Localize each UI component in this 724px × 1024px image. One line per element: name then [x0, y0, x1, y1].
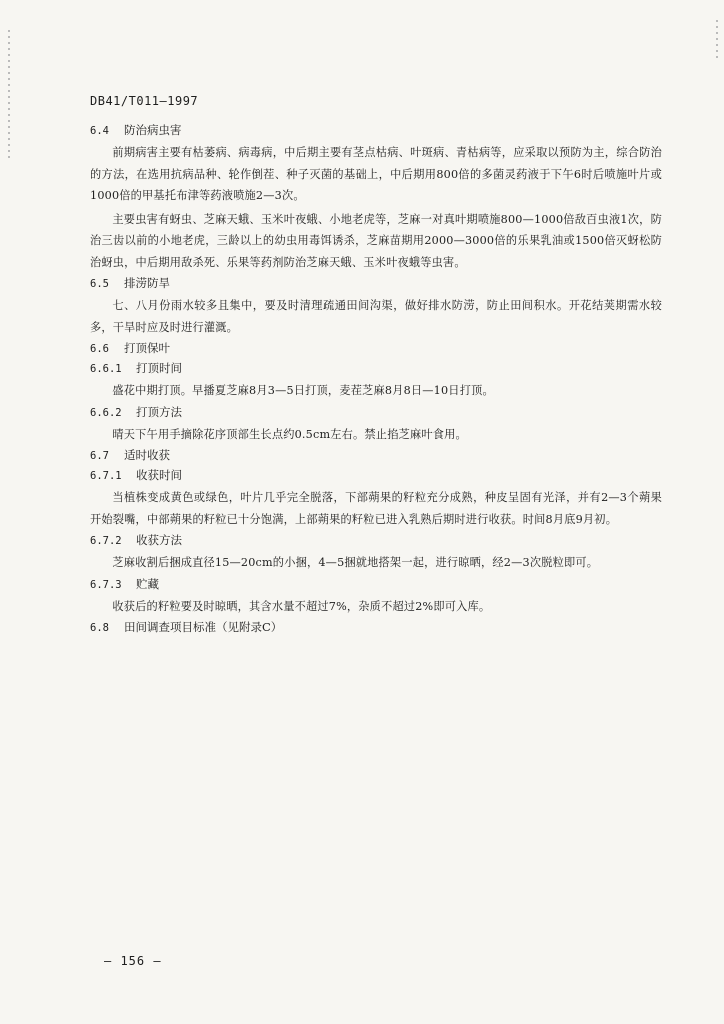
section-heading: [90, 619, 662, 639]
body-paragraph: 芝麻收割后捆成直径15—20cm的小捆，4—5捆就地搭架一起，进行晾晒，经2—3次脱粒即可。: [112, 556, 599, 569]
body-paragraph: 收获后的籽粒要及时晾晒，其含水量不超过7%，杂质不超过2%即可入库。: [112, 599, 491, 613]
section-number: 6.7.3: [90, 578, 122, 591]
section-number: 6.8: [90, 622, 109, 634]
body-paragraph: 当植株变成黄色或绿色，叶片几乎完全脱落，下部蒴果的籽粒充分成熟，种皮呈固有光泽，并有2—3个蒴果开始裂嘴，中部蒴果的籽粒已十分饱满，上部蒴果的籽粒已进入乳熟后期时进行收获。时间8月底9月初。: [90, 491, 662, 526]
section-title: 打顶保叶: [124, 341, 170, 355]
section-heading: [90, 122, 662, 142]
section-number: 6.7: [90, 450, 109, 462]
section-title: 田间调查项目标准（见附录C）: [124, 620, 283, 634]
section-heading: [90, 275, 662, 295]
body-paragraph: 主要虫害有蚜虫、芝麻天蛾、玉米叶夜蛾、小地老虎等，芝麻一对真叶期喷施800—1000倍敌百虫液1次，防治三齿以前的小地老虎，三龄以上的幼虫用毒饵诱杀，芝麻苗期用2000—3000倍的乐果乳油或1500倍灭蚜松防治蚜虫，中后期用敌杀死、乐果等药剂防治芝麻天蛾、玉米叶夜蛾等虫害。: [90, 212, 662, 269]
section-heading: [90, 447, 662, 467]
body-paragraph: 七、八月份雨水较多且集中，要及时清理疏通田间沟渠，做好排水防涝，防止田间积水。开花结荚期需水较多，干旱时应及时进行灌溉。: [90, 299, 662, 334]
standard-code-header: DB41/T011—1997: [90, 94, 199, 108]
section-number: 6.6.1: [90, 363, 122, 375]
section-title: 防治病虫害: [124, 123, 182, 137]
section-number: 6.7.1: [90, 470, 122, 482]
body-paragraph: 前期病害主要有枯萎病、病毒病，中后期主要有茎点枯病、叶斑病、青枯病等，应采取以预防为主，综合防治的方法，在选用抗病品种、轮作倒茬、种子灭菌的基础上，中后期用800倍的多菌灵药液于下午6时后喷施叶片或1000倍的甲基托布津等药液喷施2—3次。: [90, 146, 662, 202]
document-body: [90, 122, 662, 639]
section-title: 排涝防旱: [124, 276, 170, 290]
body-paragraph: 盛花中期打顶。早播夏芝麻8月3—5日打顶，麦茬芝麻8月8日—10日打顶。: [112, 384, 494, 397]
subsection-heading: [90, 576, 662, 596]
section-title: 贮藏: [136, 576, 159, 591]
page-number: — 156 —: [104, 954, 162, 968]
subsection-heading: [90, 467, 662, 487]
scan-edge-marks-right: [716, 20, 718, 60]
body-paragraph: 晴天下午用手摘除花序顶部生长点约0.5cm左右。禁止掐芝麻叶食用。: [112, 427, 467, 441]
section-number: 6.6: [90, 343, 109, 355]
section-title: 打顶方法: [136, 404, 182, 419]
section-number: 6.4: [90, 125, 109, 137]
section-title: 收获方法: [136, 533, 182, 547]
subsection-heading: [90, 360, 662, 380]
scan-edge-marks: [8, 30, 10, 160]
section-title: 适时收获: [124, 448, 170, 462]
section-title: 打顶时间: [136, 361, 182, 375]
section-title: 收获时间: [136, 468, 182, 482]
section-number: 6.5: [90, 278, 109, 290]
subsection-heading: [90, 532, 662, 552]
section-heading: [90, 340, 662, 360]
section-number: 6.6.2: [90, 406, 122, 419]
subsection-heading: [90, 404, 662, 424]
section-number: 6.7.2: [90, 535, 122, 547]
